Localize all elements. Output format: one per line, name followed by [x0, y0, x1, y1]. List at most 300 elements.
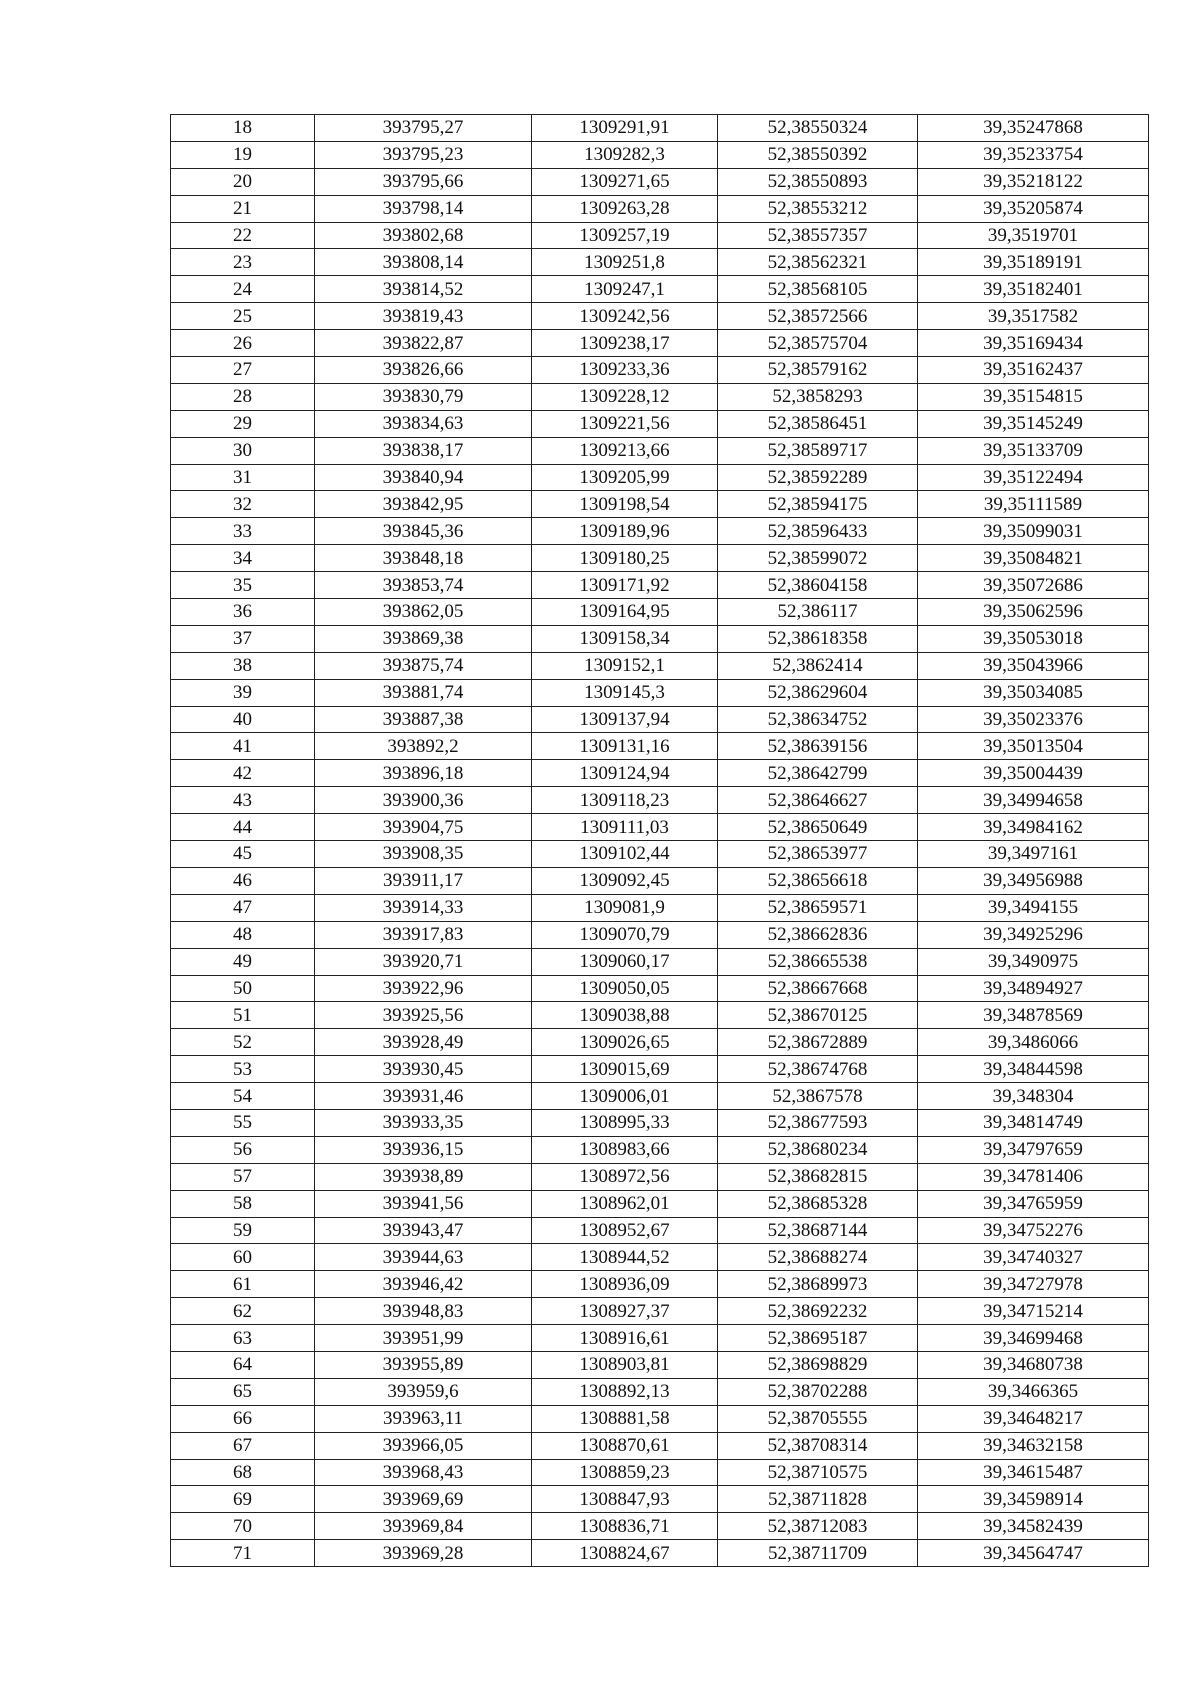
y-coordinate-cell: 1309050,05	[532, 975, 718, 1002]
table-row	[171, 1540, 1149, 1567]
latitude-cell: 52,38672889	[718, 1029, 918, 1056]
table-row	[171, 1163, 1149, 1190]
y-coordinate-cell: 1309198,54	[532, 491, 718, 518]
table-row	[171, 141, 1149, 168]
y-coordinate-cell: 1308836,71	[532, 1513, 718, 1540]
table-row	[171, 1244, 1149, 1271]
x-coordinate-cell: 393904,75	[315, 814, 532, 841]
table-row	[171, 1298, 1149, 1325]
longitude-cell: 39,35013504	[918, 733, 1149, 760]
point-number-cell: 49	[171, 948, 315, 975]
x-coordinate-cell: 393948,83	[315, 1298, 532, 1325]
point-number-cell: 34	[171, 545, 315, 572]
latitude-cell: 52,38708314	[718, 1432, 918, 1459]
latitude-cell: 52,38553212	[718, 195, 918, 222]
point-number-cell: 18	[171, 115, 315, 142]
point-number-cell: 66	[171, 1405, 315, 1432]
longitude-cell: 39,3490975	[918, 948, 1149, 975]
x-coordinate-cell: 393946,42	[315, 1271, 532, 1298]
table-row	[171, 518, 1149, 545]
point-number-cell: 40	[171, 706, 315, 733]
point-number-cell: 64	[171, 1351, 315, 1378]
x-coordinate-cell: 393943,47	[315, 1217, 532, 1244]
point-number-cell: 23	[171, 249, 315, 276]
y-coordinate-cell: 1308927,37	[532, 1298, 718, 1325]
x-coordinate-cell: 393826,66	[315, 357, 532, 384]
table-row	[171, 464, 1149, 491]
coordinates-table-body	[171, 115, 1149, 1567]
y-coordinate-cell: 1309070,79	[532, 921, 718, 948]
y-coordinate-cell: 1309213,66	[532, 437, 718, 464]
point-number-cell: 33	[171, 518, 315, 545]
y-coordinate-cell: 1309257,19	[532, 222, 718, 249]
longitude-cell: 39,34598914	[918, 1486, 1149, 1513]
longitude-cell: 39,34994658	[918, 787, 1149, 814]
table-row	[171, 357, 1149, 384]
point-number-cell: 56	[171, 1136, 315, 1163]
x-coordinate-cell: 393830,79	[315, 383, 532, 410]
table-row	[171, 652, 1149, 679]
table-row	[171, 975, 1149, 1002]
point-number-cell: 51	[171, 1002, 315, 1029]
table-row	[171, 1217, 1149, 1244]
table-row	[171, 1325, 1149, 1352]
point-number-cell: 41	[171, 733, 315, 760]
x-coordinate-cell: 393845,36	[315, 518, 532, 545]
point-number-cell: 21	[171, 195, 315, 222]
y-coordinate-cell: 1309124,94	[532, 760, 718, 787]
latitude-cell: 52,38682815	[718, 1163, 918, 1190]
point-number-cell: 24	[171, 276, 315, 303]
x-coordinate-cell: 393875,74	[315, 652, 532, 679]
x-coordinate-cell: 393795,23	[315, 141, 532, 168]
y-coordinate-cell: 1309242,56	[532, 303, 718, 330]
y-coordinate-cell: 1309263,28	[532, 195, 718, 222]
table-row	[171, 1432, 1149, 1459]
longitude-cell: 39,34740327	[918, 1244, 1149, 1271]
longitude-cell: 39,35247868	[918, 115, 1149, 142]
longitude-cell: 39,34582439	[918, 1513, 1149, 1540]
y-coordinate-cell: 1308892,13	[532, 1378, 718, 1405]
table-row	[171, 1486, 1149, 1513]
table-row	[171, 545, 1149, 572]
longitude-cell: 39,348304	[918, 1083, 1149, 1110]
x-coordinate-cell: 393834,63	[315, 410, 532, 437]
latitude-cell: 52,38695187	[718, 1325, 918, 1352]
x-coordinate-cell: 393808,14	[315, 249, 532, 276]
table-row	[171, 383, 1149, 410]
table-row	[171, 1083, 1149, 1110]
longitude-cell: 39,3466365	[918, 1378, 1149, 1405]
point-number-cell: 45	[171, 841, 315, 868]
point-number-cell: 61	[171, 1271, 315, 1298]
longitude-cell: 39,3497161	[918, 841, 1149, 868]
y-coordinate-cell: 1309145,3	[532, 679, 718, 706]
x-coordinate-cell: 393969,69	[315, 1486, 532, 1513]
longitude-cell: 39,34680738	[918, 1351, 1149, 1378]
longitude-cell: 39,35053018	[918, 625, 1149, 652]
longitude-cell: 39,3494155	[918, 894, 1149, 921]
longitude-cell: 39,35099031	[918, 518, 1149, 545]
latitude-cell: 52,38677593	[718, 1109, 918, 1136]
y-coordinate-cell: 1309247,1	[532, 276, 718, 303]
longitude-cell: 39,35233754	[918, 141, 1149, 168]
latitude-cell: 52,38579162	[718, 357, 918, 384]
point-number-cell: 69	[171, 1486, 315, 1513]
longitude-cell: 39,35133709	[918, 437, 1149, 464]
point-number-cell: 60	[171, 1244, 315, 1271]
longitude-cell: 39,3486066	[918, 1029, 1149, 1056]
longitude-cell: 39,3519701	[918, 222, 1149, 249]
latitude-cell: 52,38572566	[718, 303, 918, 330]
table-row	[171, 1109, 1149, 1136]
longitude-cell: 39,34699468	[918, 1325, 1149, 1352]
x-coordinate-cell: 393822,87	[315, 330, 532, 357]
point-number-cell: 30	[171, 437, 315, 464]
y-coordinate-cell: 1308983,66	[532, 1136, 718, 1163]
table-row	[171, 115, 1149, 142]
y-coordinate-cell: 1309251,8	[532, 249, 718, 276]
latitude-cell: 52,38692232	[718, 1298, 918, 1325]
point-number-cell: 58	[171, 1190, 315, 1217]
longitude-cell: 39,34752276	[918, 1217, 1149, 1244]
x-coordinate-cell: 393908,35	[315, 841, 532, 868]
longitude-cell: 39,34878569	[918, 1002, 1149, 1029]
latitude-cell: 52,38550893	[718, 168, 918, 195]
longitude-cell: 39,35162437	[918, 357, 1149, 384]
x-coordinate-cell: 393798,14	[315, 195, 532, 222]
longitude-cell: 39,35072686	[918, 572, 1149, 599]
x-coordinate-cell: 393892,2	[315, 733, 532, 760]
y-coordinate-cell: 1309238,17	[532, 330, 718, 357]
x-coordinate-cell: 393931,46	[315, 1083, 532, 1110]
longitude-cell: 39,35154815	[918, 383, 1149, 410]
longitude-cell: 39,34797659	[918, 1136, 1149, 1163]
y-coordinate-cell: 1309233,36	[532, 357, 718, 384]
longitude-cell: 39,35145249	[918, 410, 1149, 437]
point-number-cell: 55	[171, 1109, 315, 1136]
latitude-cell: 52,38634752	[718, 706, 918, 733]
longitude-cell: 39,35043966	[918, 652, 1149, 679]
longitude-cell: 39,3517582	[918, 303, 1149, 330]
x-coordinate-cell: 393928,49	[315, 1029, 532, 1056]
point-number-cell: 25	[171, 303, 315, 330]
longitude-cell: 39,34894927	[918, 975, 1149, 1002]
latitude-cell: 52,3867578	[718, 1083, 918, 1110]
point-number-cell: 47	[171, 894, 315, 921]
table-row	[171, 249, 1149, 276]
y-coordinate-cell: 1308936,09	[532, 1271, 718, 1298]
table-row	[171, 706, 1149, 733]
longitude-cell: 39,34814749	[918, 1109, 1149, 1136]
table-row	[171, 948, 1149, 975]
x-coordinate-cell: 393925,56	[315, 1002, 532, 1029]
latitude-cell: 52,38674768	[718, 1056, 918, 1083]
y-coordinate-cell: 1309221,56	[532, 410, 718, 437]
x-coordinate-cell: 393911,17	[315, 867, 532, 894]
latitude-cell: 52,38596433	[718, 518, 918, 545]
x-coordinate-cell: 393840,94	[315, 464, 532, 491]
x-coordinate-cell: 393930,45	[315, 1056, 532, 1083]
y-coordinate-cell: 1308870,61	[532, 1432, 718, 1459]
y-coordinate-cell: 1309228,12	[532, 383, 718, 410]
point-number-cell: 38	[171, 652, 315, 679]
table-row	[171, 1378, 1149, 1405]
x-coordinate-cell: 393848,18	[315, 545, 532, 572]
y-coordinate-cell: 1309081,9	[532, 894, 718, 921]
point-number-cell: 48	[171, 921, 315, 948]
point-number-cell: 32	[171, 491, 315, 518]
longitude-cell: 39,34715214	[918, 1298, 1149, 1325]
y-coordinate-cell: 1308881,58	[532, 1405, 718, 1432]
point-number-cell: 44	[171, 814, 315, 841]
latitude-cell: 52,38662836	[718, 921, 918, 948]
table-row	[171, 1136, 1149, 1163]
x-coordinate-cell: 393951,99	[315, 1325, 532, 1352]
latitude-cell: 52,38589717	[718, 437, 918, 464]
x-coordinate-cell: 393959,6	[315, 1378, 532, 1405]
table-row	[171, 195, 1149, 222]
y-coordinate-cell: 1309189,96	[532, 518, 718, 545]
longitude-cell: 39,35004439	[918, 760, 1149, 787]
latitude-cell: 52,38550392	[718, 141, 918, 168]
latitude-cell: 52,38711709	[718, 1540, 918, 1567]
y-coordinate-cell: 1309038,88	[532, 1002, 718, 1029]
x-coordinate-cell: 393922,96	[315, 975, 532, 1002]
latitude-cell: 52,38604158	[718, 572, 918, 599]
longitude-cell: 39,35218122	[918, 168, 1149, 195]
longitude-cell: 39,35189191	[918, 249, 1149, 276]
table-row	[171, 222, 1149, 249]
y-coordinate-cell: 1309164,95	[532, 599, 718, 626]
longitude-cell: 39,34727978	[918, 1271, 1149, 1298]
table-row	[171, 1002, 1149, 1029]
x-coordinate-cell: 393920,71	[315, 948, 532, 975]
x-coordinate-cell: 393802,68	[315, 222, 532, 249]
point-number-cell: 71	[171, 1540, 315, 1567]
latitude-cell: 52,38712083	[718, 1513, 918, 1540]
y-coordinate-cell: 1309092,45	[532, 867, 718, 894]
point-number-cell: 22	[171, 222, 315, 249]
x-coordinate-cell: 393933,35	[315, 1109, 532, 1136]
point-number-cell: 36	[171, 599, 315, 626]
table-row	[171, 867, 1149, 894]
latitude-cell: 52,38562321	[718, 249, 918, 276]
table-row	[171, 760, 1149, 787]
y-coordinate-cell: 1309006,01	[532, 1083, 718, 1110]
x-coordinate-cell: 393853,74	[315, 572, 532, 599]
y-coordinate-cell: 1309171,92	[532, 572, 718, 599]
y-coordinate-cell: 1309205,99	[532, 464, 718, 491]
y-coordinate-cell: 1308847,93	[532, 1486, 718, 1513]
latitude-cell: 52,38599072	[718, 545, 918, 572]
point-number-cell: 35	[171, 572, 315, 599]
latitude-cell: 52,3858293	[718, 383, 918, 410]
table-row	[171, 921, 1149, 948]
latitude-cell: 52,38586451	[718, 410, 918, 437]
latitude-cell: 52,38550324	[718, 115, 918, 142]
point-number-cell: 65	[171, 1378, 315, 1405]
x-coordinate-cell: 393900,36	[315, 787, 532, 814]
x-coordinate-cell: 393966,05	[315, 1432, 532, 1459]
longitude-cell: 39,34925296	[918, 921, 1149, 948]
latitude-cell: 52,38642799	[718, 760, 918, 787]
latitude-cell: 52,38687144	[718, 1217, 918, 1244]
y-coordinate-cell: 1309271,65	[532, 168, 718, 195]
point-number-cell: 37	[171, 625, 315, 652]
x-coordinate-cell: 393881,74	[315, 679, 532, 706]
x-coordinate-cell: 393795,66	[315, 168, 532, 195]
latitude-cell: 52,3862414	[718, 652, 918, 679]
latitude-cell: 52,38688274	[718, 1244, 918, 1271]
longitude-cell: 39,34564747	[918, 1540, 1149, 1567]
y-coordinate-cell: 1308962,01	[532, 1190, 718, 1217]
latitude-cell: 52,38667668	[718, 975, 918, 1002]
latitude-cell: 52,38594175	[718, 491, 918, 518]
x-coordinate-cell: 393969,28	[315, 1540, 532, 1567]
latitude-cell: 52,38618358	[718, 625, 918, 652]
point-number-cell: 57	[171, 1163, 315, 1190]
point-number-cell: 63	[171, 1325, 315, 1352]
latitude-cell: 52,38680234	[718, 1136, 918, 1163]
latitude-cell: 52,38650649	[718, 814, 918, 841]
point-number-cell: 54	[171, 1083, 315, 1110]
point-number-cell: 50	[171, 975, 315, 1002]
y-coordinate-cell: 1308824,67	[532, 1540, 718, 1567]
x-coordinate-cell: 393842,95	[315, 491, 532, 518]
longitude-cell: 39,35062596	[918, 599, 1149, 626]
table-row	[171, 572, 1149, 599]
x-coordinate-cell: 393917,83	[315, 921, 532, 948]
table-row	[171, 303, 1149, 330]
x-coordinate-cell: 393814,52	[315, 276, 532, 303]
latitude-cell: 52,38702288	[718, 1378, 918, 1405]
x-coordinate-cell: 393896,18	[315, 760, 532, 787]
longitude-cell: 39,34984162	[918, 814, 1149, 841]
table-row	[171, 599, 1149, 626]
table-row	[171, 1190, 1149, 1217]
point-number-cell: 52	[171, 1029, 315, 1056]
latitude-cell: 52,38656618	[718, 867, 918, 894]
point-number-cell: 28	[171, 383, 315, 410]
x-coordinate-cell: 393936,15	[315, 1136, 532, 1163]
y-coordinate-cell: 1309102,44	[532, 841, 718, 868]
point-number-cell: 53	[171, 1056, 315, 1083]
latitude-cell: 52,38639156	[718, 733, 918, 760]
longitude-cell: 39,35205874	[918, 195, 1149, 222]
latitude-cell: 52,38629604	[718, 679, 918, 706]
x-coordinate-cell: 393938,89	[315, 1163, 532, 1190]
x-coordinate-cell: 393941,56	[315, 1190, 532, 1217]
latitude-cell: 52,38653977	[718, 841, 918, 868]
latitude-cell: 52,38698829	[718, 1351, 918, 1378]
latitude-cell: 52,38665538	[718, 948, 918, 975]
table-row	[171, 330, 1149, 357]
x-coordinate-cell: 393955,89	[315, 1351, 532, 1378]
x-coordinate-cell: 393914,33	[315, 894, 532, 921]
table-row	[171, 437, 1149, 464]
x-coordinate-cell: 393944,63	[315, 1244, 532, 1271]
latitude-cell: 52,38710575	[718, 1459, 918, 1486]
y-coordinate-cell: 1309291,91	[532, 115, 718, 142]
table-row	[171, 733, 1149, 760]
longitude-cell: 39,34956988	[918, 867, 1149, 894]
y-coordinate-cell: 1309118,23	[532, 787, 718, 814]
point-number-cell: 31	[171, 464, 315, 491]
table-row	[171, 491, 1149, 518]
y-coordinate-cell: 1309282,3	[532, 141, 718, 168]
point-number-cell: 62	[171, 1298, 315, 1325]
point-number-cell: 43	[171, 787, 315, 814]
table-row	[171, 1271, 1149, 1298]
y-coordinate-cell: 1309026,65	[532, 1029, 718, 1056]
longitude-cell: 39,35182401	[918, 276, 1149, 303]
y-coordinate-cell: 1309111,03	[532, 814, 718, 841]
point-number-cell: 70	[171, 1513, 315, 1540]
x-coordinate-cell: 393862,05	[315, 599, 532, 626]
latitude-cell: 52,38705555	[718, 1405, 918, 1432]
longitude-cell: 39,34632158	[918, 1432, 1149, 1459]
longitude-cell: 39,34765959	[918, 1190, 1149, 1217]
x-coordinate-cell: 393963,11	[315, 1405, 532, 1432]
table-row	[171, 1405, 1149, 1432]
table-row	[171, 814, 1149, 841]
table-row	[171, 1056, 1149, 1083]
document-page	[170, 114, 1148, 1567]
longitude-cell: 39,35169434	[918, 330, 1149, 357]
y-coordinate-cell: 1308972,56	[532, 1163, 718, 1190]
point-number-cell: 67	[171, 1432, 315, 1459]
longitude-cell: 39,35122494	[918, 464, 1149, 491]
x-coordinate-cell: 393887,38	[315, 706, 532, 733]
table-row	[171, 410, 1149, 437]
longitude-cell: 39,35023376	[918, 706, 1149, 733]
latitude-cell: 52,38646627	[718, 787, 918, 814]
y-coordinate-cell: 1308944,52	[532, 1244, 718, 1271]
longitude-cell: 39,35084821	[918, 545, 1149, 572]
x-coordinate-cell: 393969,84	[315, 1513, 532, 1540]
latitude-cell: 52,38711828	[718, 1486, 918, 1513]
table-row	[171, 787, 1149, 814]
x-coordinate-cell: 393968,43	[315, 1459, 532, 1486]
y-coordinate-cell: 1309158,34	[532, 625, 718, 652]
y-coordinate-cell: 1309137,94	[532, 706, 718, 733]
y-coordinate-cell: 1308903,81	[532, 1351, 718, 1378]
x-coordinate-cell: 393819,43	[315, 303, 532, 330]
y-coordinate-cell: 1308859,23	[532, 1459, 718, 1486]
point-number-cell: 27	[171, 357, 315, 384]
point-number-cell: 59	[171, 1217, 315, 1244]
longitude-cell: 39,34615487	[918, 1459, 1149, 1486]
point-number-cell: 68	[171, 1459, 315, 1486]
table-row	[171, 1351, 1149, 1378]
y-coordinate-cell: 1308952,67	[532, 1217, 718, 1244]
table-row	[171, 679, 1149, 706]
y-coordinate-cell: 1309152,1	[532, 652, 718, 679]
point-number-cell: 46	[171, 867, 315, 894]
x-coordinate-cell: 393795,27	[315, 115, 532, 142]
latitude-cell: 52,38557357	[718, 222, 918, 249]
coordinates-table	[170, 114, 1149, 1567]
point-number-cell: 42	[171, 760, 315, 787]
point-number-cell: 26	[171, 330, 315, 357]
table-row	[171, 276, 1149, 303]
y-coordinate-cell: 1309131,16	[532, 733, 718, 760]
y-coordinate-cell: 1309015,69	[532, 1056, 718, 1083]
latitude-cell: 52,38575704	[718, 330, 918, 357]
table-row	[171, 894, 1149, 921]
latitude-cell: 52,38568105	[718, 276, 918, 303]
